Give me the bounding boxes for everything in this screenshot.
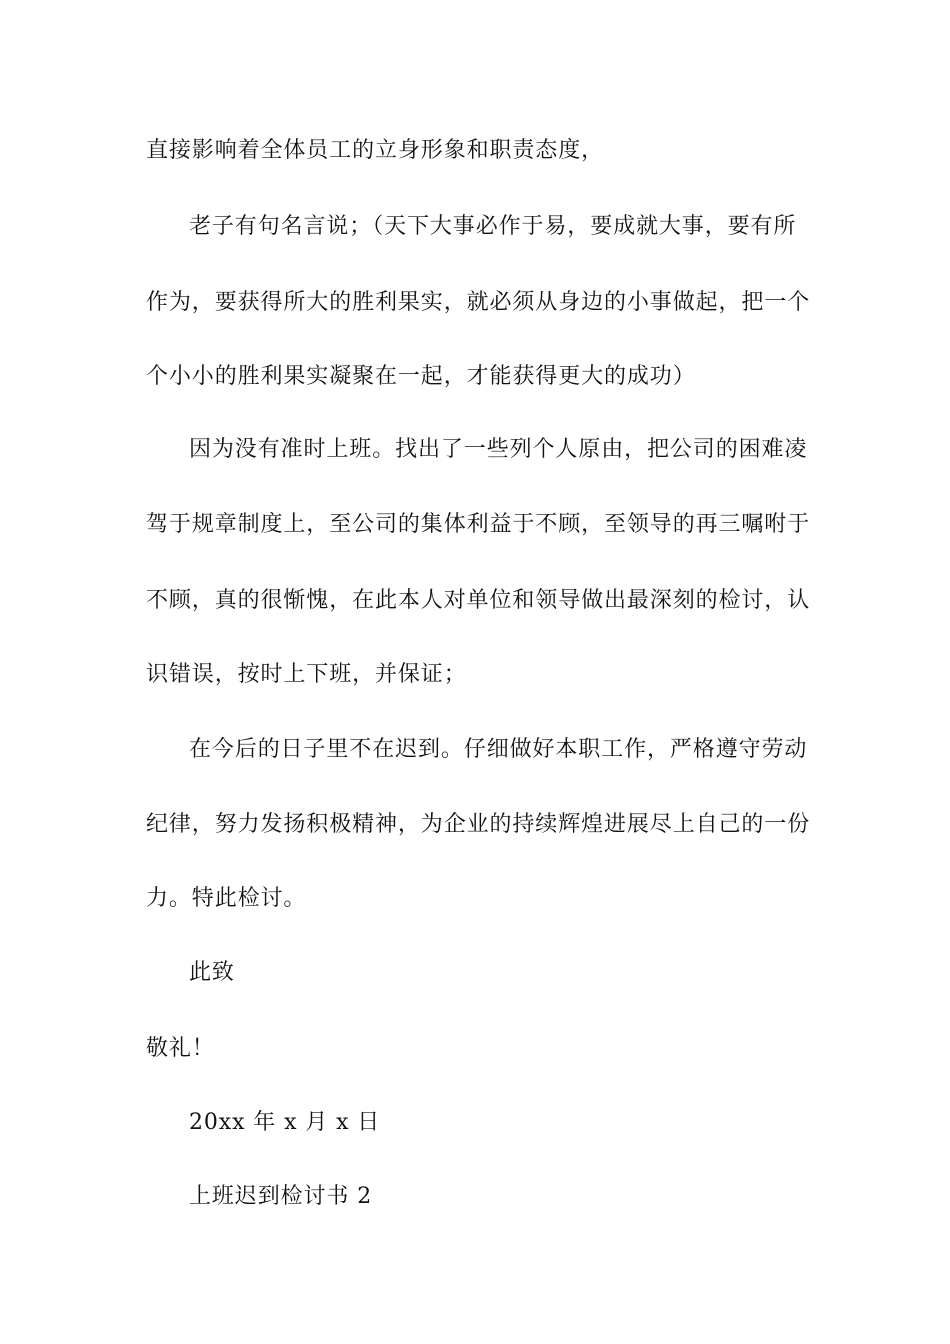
text-line-8: 识错误，按时上下班，并保证； [146,662,467,687]
text-line-9: 在今后的日子里不在迟到。仔细做好本职工作，严格遵守劳动 [189,737,808,762]
text-line-7: 不顾，真的很惭愧，在此本人对单位和领导做出最深刻的检讨，认 [146,588,811,613]
text-line-11: 力。特此检讨。 [146,886,307,911]
text-line-6: 驾于规章制度上，至公司的集体利益于不顾，至领导的再三嘱咐于 [146,512,811,537]
text-line-5: 因为没有准时上班。找出了一些列个人原由，把公司的困难凌 [189,437,808,462]
text-line-3: 作为，要获得所大的胜利果实，就必须从身边的小事做起，把一个 [146,290,811,315]
text-line-2: 老子有句名言说；（天下大事必作于易，要成就大事，要有所 [189,214,797,239]
text-line-10: 纪律，努力发扬积极精神，为企业的持续辉煌进展尽上自己的一份 [146,812,811,837]
section-heading: 上班迟到检讨书 2 [189,1184,373,1209]
date-line: 20xx 年 x 月 x 日 [189,1110,381,1135]
text-line-1: 直接影响着全体员工的立身形象和职责态度， [146,138,605,163]
text-line-4: 个小小的胜利果实凝聚在一起，才能获得更大的成功） [146,364,696,389]
text-line-13: 敬礼！ [146,1036,215,1061]
text-line-12: 此致 [189,960,235,985]
